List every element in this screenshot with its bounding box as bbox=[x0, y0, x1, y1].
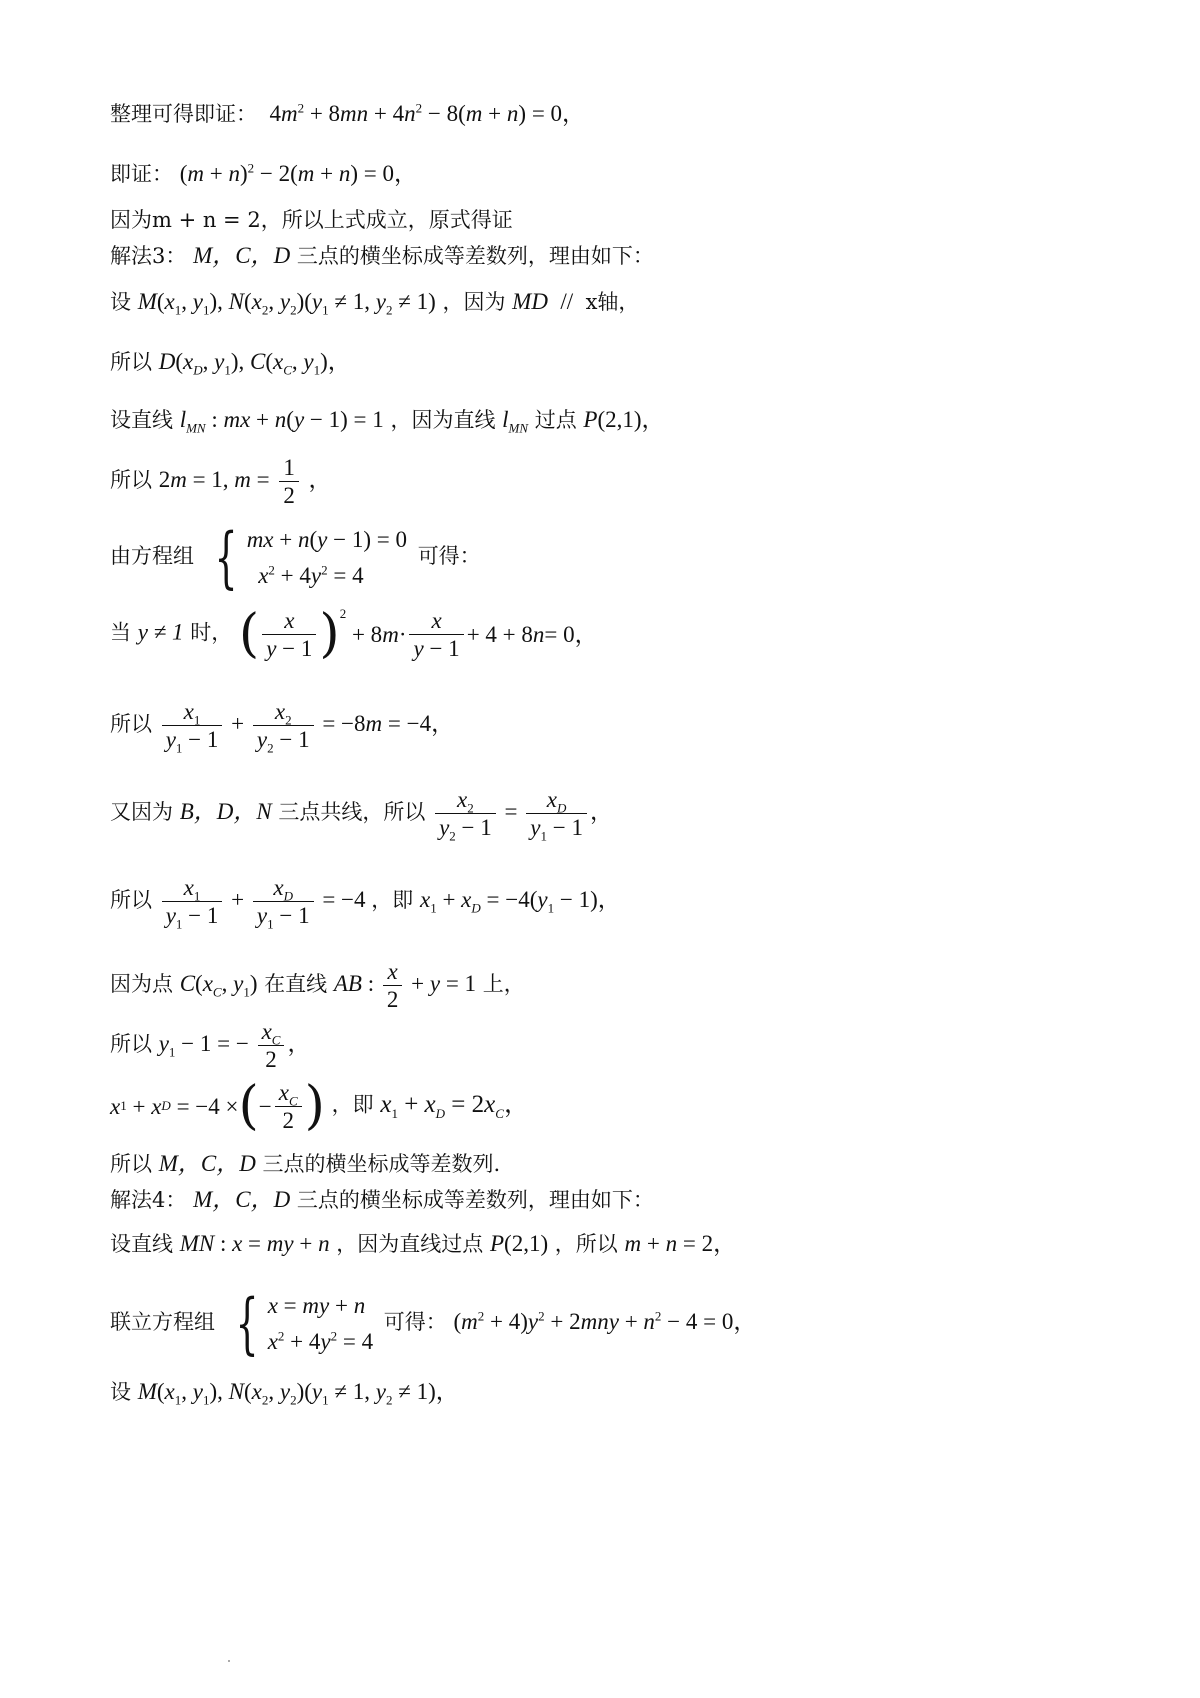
line-8: 所以 2m = 1, m = $\frac{1}{2}$ ， bbox=[110, 455, 332, 508]
line-10 bbox=[110, 604, 1140, 664]
line-19-prefix: 设直线 bbox=[110, 1232, 173, 1256]
line-19 bbox=[110, 1232, 1140, 1255]
line-7 bbox=[110, 407, 1140, 436]
line-9-prefix: 由方程组 bbox=[110, 544, 194, 569]
line-3 bbox=[110, 210, 1140, 231]
equation-19b: m + n = 2， bbox=[624, 1231, 737, 1256]
line-15 bbox=[110, 1020, 1140, 1071]
line-10-mid: 时， bbox=[190, 620, 233, 645]
line-14-prefix: 因为点 bbox=[110, 971, 173, 996]
fraction-one-half: $\frac{1}{2}$ bbox=[279, 456, 299, 507]
line-3-text: 因为m + n = 2，所以上式成立，原式得证 bbox=[110, 208, 513, 232]
equation-10: ( $\frac{x}{y - 1}$ ) 2 + 8 m · $\frac{x}{y - 1}$ + 4 + 8 n = 0， bbox=[238, 604, 598, 664]
line-6 bbox=[110, 349, 1140, 378]
line-14-mid: 在直线 bbox=[264, 971, 328, 996]
equation-19: MN : x = my + n bbox=[179, 1231, 330, 1256]
line-15-prefix: 所以 bbox=[110, 1031, 152, 1056]
line-14-tail: 上， bbox=[482, 971, 525, 996]
equation-12: $\frac{x_2}{y_2 - 1}$ = $\frac{x_D}{y_1 - 1}$ ， bbox=[432, 799, 613, 824]
solution-4-heading: 解法4： bbox=[110, 1188, 187, 1212]
line-17-text: 三点的横坐标成等差数列. bbox=[262, 1152, 501, 1176]
solution-3-heading: 解法3： bbox=[110, 244, 187, 268]
parallel-symbol: // bbox=[554, 289, 579, 314]
speck bbox=[228, 1660, 230, 1662]
line-21-prefix: 设 bbox=[110, 1380, 131, 1404]
line-10-cond: y ≠ 1 bbox=[137, 619, 184, 645]
equation-21: $M(x_1$, $y_1$), $N(x_2$, $y_2)(y_1 \ne 1$, $y_2 \ne 1$)， bbox=[137, 1379, 459, 1408]
equation-13a: $\frac{x_1}{y_1 - 1}$ + $\frac{x_D}{y_1 - 1}$ = −4 bbox=[159, 887, 372, 912]
line-20-prefix: 联立方程组 bbox=[110, 1310, 215, 1335]
line-14 bbox=[110, 960, 1140, 1011]
line-20 bbox=[110, 1284, 1140, 1362]
line-19-mid: ，因为直线过点 bbox=[336, 1232, 484, 1256]
line-7-prefix: 设直线 bbox=[110, 408, 173, 432]
equation-8: 2m = 1, m = bbox=[158, 467, 270, 492]
line-2-prefix: 即证： bbox=[110, 162, 173, 186]
line-12-prefix: 又因为 bbox=[110, 799, 173, 824]
line-11-prefix: 所以 bbox=[110, 711, 152, 736]
line-11 bbox=[110, 699, 1140, 756]
line-16 bbox=[110, 1076, 1140, 1136]
line-2 bbox=[110, 162, 1140, 185]
line-12 bbox=[110, 787, 1140, 844]
line-4 bbox=[110, 244, 1140, 267]
line-4-text: 三点的横坐标成等差数列，理由如下： bbox=[296, 244, 654, 268]
line-7-mid: ，因为直线 bbox=[390, 408, 496, 432]
equation-11: $\frac{x_1}{y_1 - 1}$ + $\frac{x_2}{y_2 - 1}$ = −8m = −4， bbox=[159, 711, 454, 736]
line-1 bbox=[110, 102, 1140, 125]
equation-20: $(m^2 + 4)y^2 + 2mny + n^2 - 4 = 0$， bbox=[453, 1308, 757, 1335]
line-4-points: M，C，D bbox=[193, 243, 291, 268]
line-7-tail: 过点 bbox=[534, 408, 577, 432]
line-6-prefix: 所以 bbox=[110, 350, 152, 374]
line-20-mid: 可得： bbox=[383, 1310, 447, 1335]
equation-13b: $x_1 + x_D = -4(y_1 - 1)$， bbox=[419, 886, 621, 916]
equation-16b: $x_1 + x_D = 2x_C$， bbox=[380, 1090, 529, 1121]
line-12-points: B，D，N bbox=[179, 798, 272, 824]
equation-system-2: { x = my + n $x^2 + 4y^2 = 4$ bbox=[235, 1284, 374, 1362]
equation-16a: x 1 + x D = −4 × ( − $\frac{x_C}{2}$ ) bbox=[110, 1076, 325, 1136]
line-5-prefix: 设 bbox=[110, 290, 131, 314]
line-9 bbox=[110, 518, 1140, 596]
line-17-prefix: 所以 bbox=[110, 1152, 152, 1176]
equation-7: $l_{MN}$ : mx + n(y − 1) = 1 bbox=[179, 407, 384, 436]
point-p-2: P(2,1) bbox=[489, 1231, 549, 1256]
line-5 bbox=[110, 289, 1140, 318]
line-9-tail: 可得： bbox=[417, 544, 481, 569]
line-8-prefix: 所以 bbox=[110, 468, 152, 492]
line-19-mid2: ，所以 bbox=[554, 1232, 618, 1256]
equation-2: $(m + n)^2 - 2(m + n) = 0$， bbox=[179, 160, 418, 186]
line-21 bbox=[110, 1379, 1140, 1408]
line-5-mid: ，因为 bbox=[442, 290, 506, 314]
equation-1: $4m^2 + 8mn + 4n^2 - 8(m + n) = 0$， bbox=[263, 100, 586, 126]
line-7-lmn: $l_{MN}$ bbox=[502, 407, 529, 436]
line-12-mid: 三点共线，所以 bbox=[278, 799, 426, 824]
equation-15: $y_1 - 1$ = − $\frac{x_C}{2}$ ， bbox=[158, 1019, 311, 1072]
line-18-points: M，C，D bbox=[193, 1187, 291, 1212]
equation-5: $M(x_1$, $y_1$), $N(x_2$, $y_2)(y_1 \ne 1$, $y_2 \ne 1$) bbox=[137, 289, 436, 318]
line-13 bbox=[110, 875, 1140, 932]
line-18 bbox=[110, 1188, 1140, 1211]
point-c: $C(x_C$, $y_1$) bbox=[179, 970, 258, 1000]
line-13-mid: ，即 bbox=[371, 887, 414, 912]
line-10-prefix: 当 bbox=[110, 620, 131, 645]
equation-6: $D(x_D$, $y_1$), $C(x_C$, $y_1$)， bbox=[158, 349, 351, 378]
line-1-prefix: 整理可得即证： bbox=[110, 102, 257, 126]
line-16-mid: ，即 bbox=[331, 1092, 374, 1117]
line-13-prefix: 所以 bbox=[110, 887, 152, 912]
line-17 bbox=[110, 1152, 1140, 1175]
line-5-tail: x轴， bbox=[585, 290, 640, 314]
line-18-text: 三点的横坐标成等差数列，理由如下： bbox=[296, 1188, 654, 1212]
equation-system-1: { mx + n(y − 1) = 0 $x^2 + 4y^2 = 4$ bbox=[214, 518, 407, 596]
line-5-md: MD bbox=[512, 289, 548, 314]
point-p: P(2,1)， bbox=[583, 407, 665, 432]
equation-14: AB : $\frac{x}{2}$ + y = 1 bbox=[333, 959, 477, 1012]
line-17-points: M，C，D bbox=[158, 1151, 256, 1176]
